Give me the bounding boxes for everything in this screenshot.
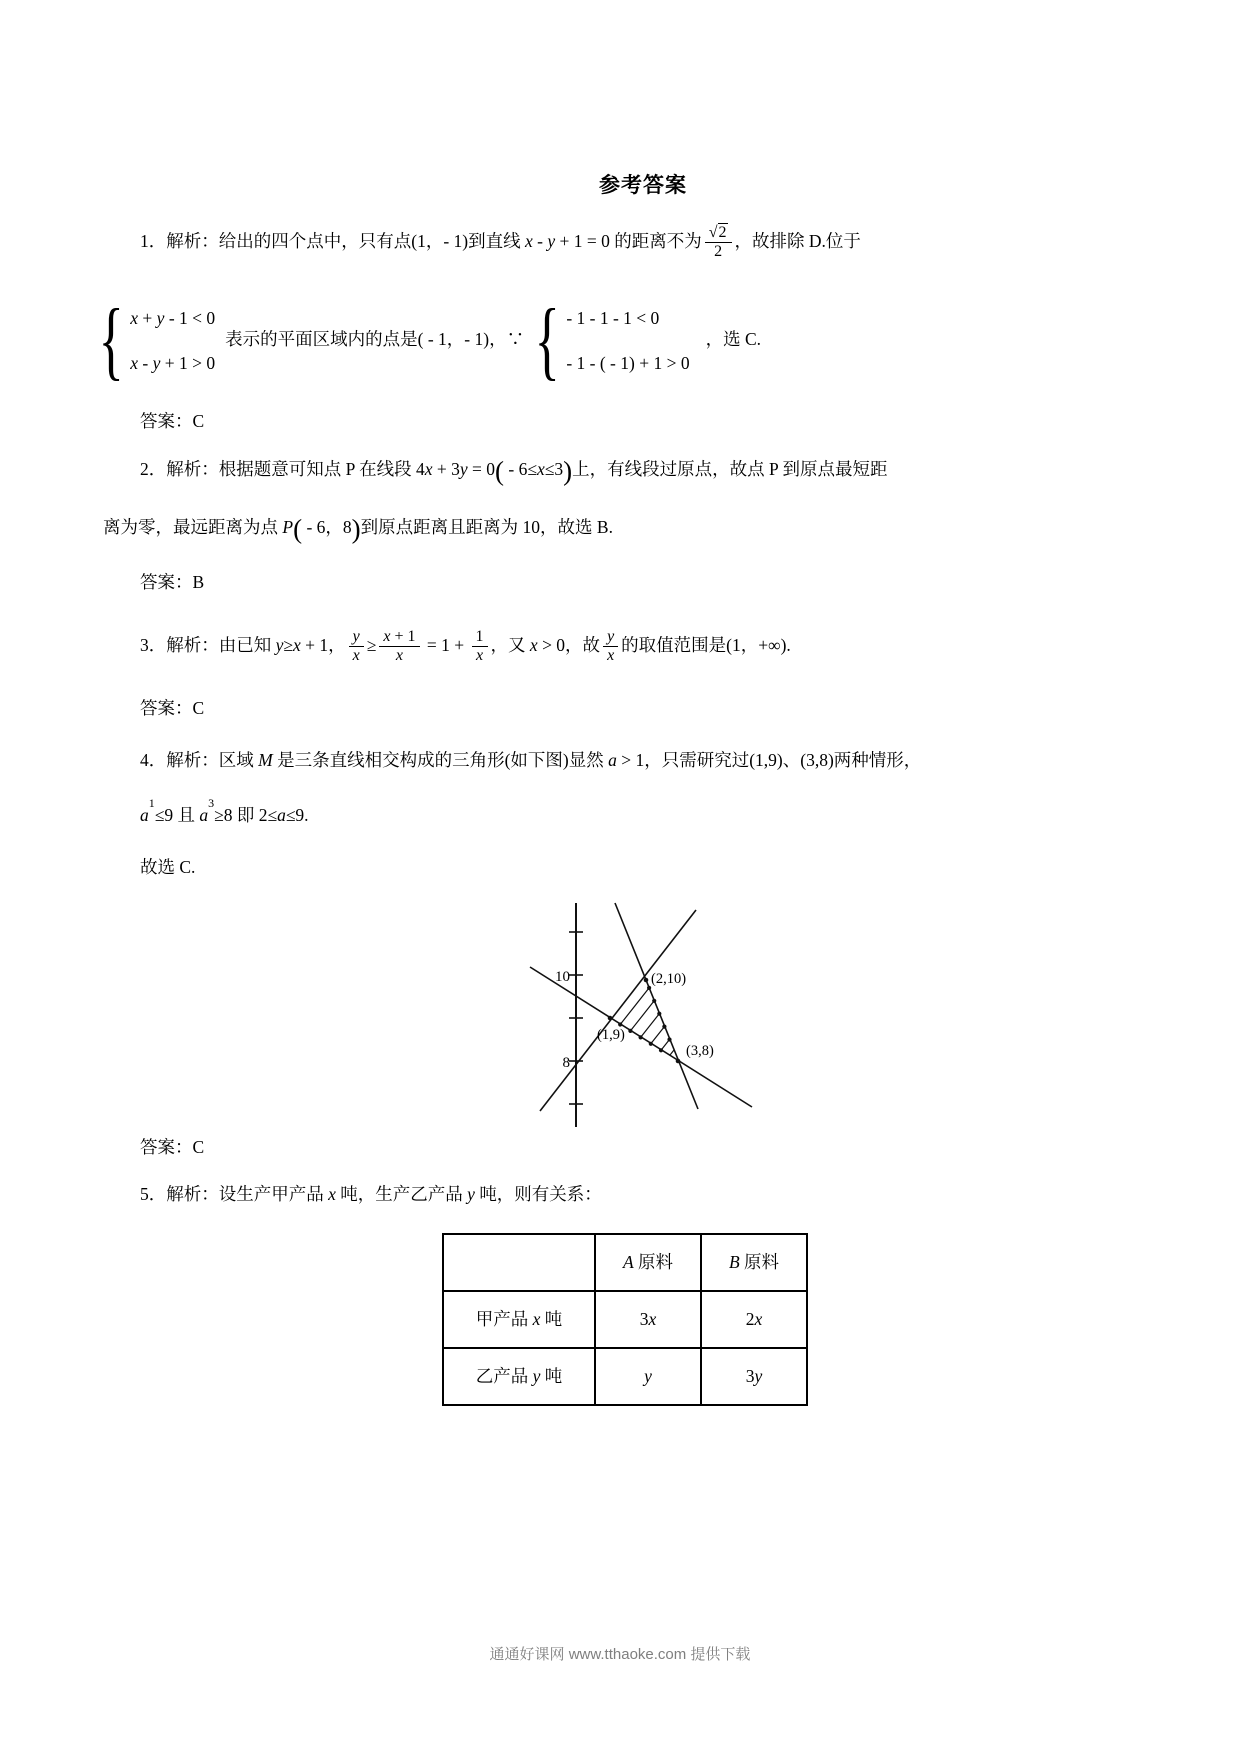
hatch-line [651,1027,665,1044]
text-run: 3．解析：由已知 [140,634,276,655]
answer-4: 答案：C [140,1137,205,1157]
hatch-line [630,1001,654,1031]
text-run: > 1，只需研究过(1,9)、(3,8)两种情形， [616,750,922,770]
text-run: 吨，生产乙产品 [335,1184,468,1204]
fraction-denominator: 2 [714,243,723,261]
fraction-denominator: x [395,647,404,665]
answer-3: 答案：C [140,698,205,718]
text-run: - 6≤ [504,459,537,479]
text-run: 1．解析：给出的四个点中，只有点(1，- 1)到直线 [140,230,525,251]
fraction-1-over-x [472,628,488,666]
edge-dot [652,999,656,1003]
answer-2: 答案：B [140,572,205,592]
text-run: 原料 [633,1252,674,1273]
text-run: = 1 + [422,634,469,655]
fraction-numerator: y [603,628,618,647]
text-run: 是三条直线相交构成的三角形(如下图)显然 [272,750,609,770]
math-var: x [130,307,139,328]
big-paren-close: ) [563,456,573,486]
math-var: x [293,634,301,655]
edge-dot [639,1035,643,1039]
fraction-numerator [379,628,419,647]
math-var: x [130,353,139,373]
point-label-1-9: (1,9) [597,1027,625,1043]
text-run: 上，有线段过原点，故点 P 到原点最短距 [572,459,888,479]
text-run: ，故排除 D.位于 [734,230,861,251]
math-var: y [532,1366,541,1387]
radicand: 2 [718,224,727,241]
math-var: x [424,459,433,479]
math-var: x [536,459,545,479]
inequality-system-1 [90,292,216,389]
value-cell [595,1291,701,1348]
edge-dot [657,1012,661,1016]
fraction-y-over-x [603,628,618,666]
math-var: y [467,1184,475,1204]
table-header-row [443,1234,807,1291]
system-row [130,354,215,373]
text-run: ≥8 即 2≤ [214,804,278,825]
text-run: - [138,353,153,373]
superscript: 3 [208,796,215,810]
solution-3-line-1 [140,628,791,666]
math-var: y [156,307,165,328]
text-run: + [138,307,157,328]
math-var: x [529,634,538,655]
line-slope-neg2 [615,903,698,1109]
edge-dot [644,978,649,983]
hatch-line [620,988,649,1025]
math-var: x [328,1184,336,1204]
fraction-y-over-x [349,628,364,666]
text-run: - 6，8 [302,517,352,537]
text-run: 5．解析：设生产甲产品 [140,1184,329,1204]
row-label-cell [443,1291,595,1348]
value-cell [595,1348,701,1405]
radical-sign: √ [708,224,718,241]
solution-4-line-2 [140,796,309,827]
table-row-product-yi [443,1348,807,1405]
tick-label-8: 8 [562,1055,570,1071]
text-run: + 1 > 0 [160,353,216,373]
fraction-x-plus-1-over-x [379,628,419,666]
header-cell-empty [443,1234,595,1291]
math-var: a [277,804,286,825]
text-run: + 1， [300,634,346,655]
big-paren-open: ( [495,456,505,486]
text-run: 吨 [540,1309,563,1330]
superscript: 1 [148,796,155,810]
inequality-system-2 [526,292,690,389]
system-row: - 1 - ( - 1) + 1 > 0 [566,353,690,373]
vertex-dot-1-9 [608,1016,613,1021]
math-var: x [754,1309,763,1330]
value-cell [701,1348,807,1405]
fraction-denominator: x [475,647,484,665]
solution-2-line-2 [103,516,613,543]
solution-4-line-1 [140,749,921,772]
text-run: + 1 [390,628,416,645]
text-run: + 1 = 0 的距离不为 [555,230,702,251]
math-var: y [644,1366,652,1387]
fraction-numerator: 1 [472,628,488,647]
left-brace: { [98,292,124,389]
text-run: 到原点距离且距离为 10，故选 B. [360,517,613,537]
text-run: - [532,230,548,251]
materials-table-wrap [442,1233,808,1406]
table-row-product-jia [443,1291,807,1348]
math-var: P [282,517,294,537]
footer-watermark: 通通好课网 www.tthaoke.com 提供下载 [489,1646,751,1663]
text-run: 甲产品 [475,1309,533,1330]
left-brace: { [534,292,560,389]
math-var: x [383,628,391,645]
text-run: 2 [745,1309,755,1330]
math-var: M [258,750,273,770]
text-run: ≤9. [285,804,309,825]
math-var: y [754,1366,763,1387]
text-run: ≤3 [544,459,564,479]
solution-1-line-1 [140,224,861,262]
hatch-line [641,1014,660,1038]
fraction-sqrt2-over-2 [705,224,732,262]
text-run: 吨 [540,1366,563,1387]
system-row [130,309,215,328]
text-run: + 3 [432,459,460,479]
math-var: y [547,230,556,251]
edge-dot [618,1022,622,1026]
text-run: 3 [639,1309,649,1330]
header-cell-material-A [595,1234,701,1291]
row-label-cell [443,1348,595,1405]
text-run: 2．解析：根据题意可知点 P 在线段 4 [140,459,425,479]
solution-1-line-2 [88,292,762,389]
because-symbol: ∵ [506,329,525,350]
text-run: - 1 < 0 [164,307,216,328]
line-slope-1 [540,910,696,1111]
figure-triangle-region [500,895,800,1146]
solution-5-line-1 [140,1183,602,1206]
point-label-3-8: (3,8) [686,1043,714,1059]
solution-2-line-1 [140,458,887,485]
answer-1: 答案：C [140,411,205,431]
text-run: 原料 [739,1252,780,1273]
edge-dot [649,1042,653,1046]
materials-table [442,1233,808,1406]
solution-4-line-3: 故选 C. [140,857,196,877]
big-paren-open: ( [293,514,303,544]
text-run: 乙产品 [475,1366,533,1387]
math-var: y [275,634,284,655]
edge-dot [628,1029,632,1033]
text-run: ，选 C. [705,329,762,350]
fraction-denominator: x [352,647,360,665]
text-run: 3 [745,1366,755,1387]
text-run: 表示的平面区域内的点是( - 1，- 1)， [225,329,507,350]
text-run: ≥ [283,634,294,655]
vertex-dot-3-8 [676,1059,681,1064]
text-run: ，又 [490,634,530,655]
text-run: ≥ [366,634,377,655]
math-var: a [608,750,617,770]
text-run: > 0，故 [537,634,601,655]
figure-plot [500,895,800,1140]
text-run: ≤9 且 [154,804,200,825]
text-run: 吨，则有关系： [474,1184,602,1204]
math-var: x [532,1309,541,1330]
system-row: - 1 - 1 - 1 < 0 [566,307,660,328]
math-var: y [459,459,468,479]
math-var: a [199,804,209,825]
math-var: x [524,230,533,251]
header-cell-material-B [701,1234,807,1291]
text-run: 4．解析：区域 [140,750,259,770]
big-paren-close: ) [351,514,361,544]
text-run: 离为零，最远距离为点 [103,517,283,537]
edge-dot [667,1037,671,1041]
math-var: y [152,353,161,373]
page-title: 参考答案 [599,173,687,197]
text-run: 的取值范围是(1，+∞). [621,634,791,655]
tick-label-10: 10 [555,969,570,985]
fraction-numerator: y [349,628,364,647]
math-var: x [648,1309,657,1330]
value-cell [701,1291,807,1348]
hatch-line [670,1050,674,1055]
math-var: A [622,1252,634,1273]
fraction-numerator [705,224,732,243]
math-var: B [728,1252,740,1273]
edge-dot [659,1048,663,1052]
math-var: a [140,804,149,825]
point-label-2-10: (2,10) [651,971,687,987]
edge-dot [662,1025,666,1029]
fraction-denominator: x [607,647,615,665]
text-run: = 0 [467,459,496,479]
